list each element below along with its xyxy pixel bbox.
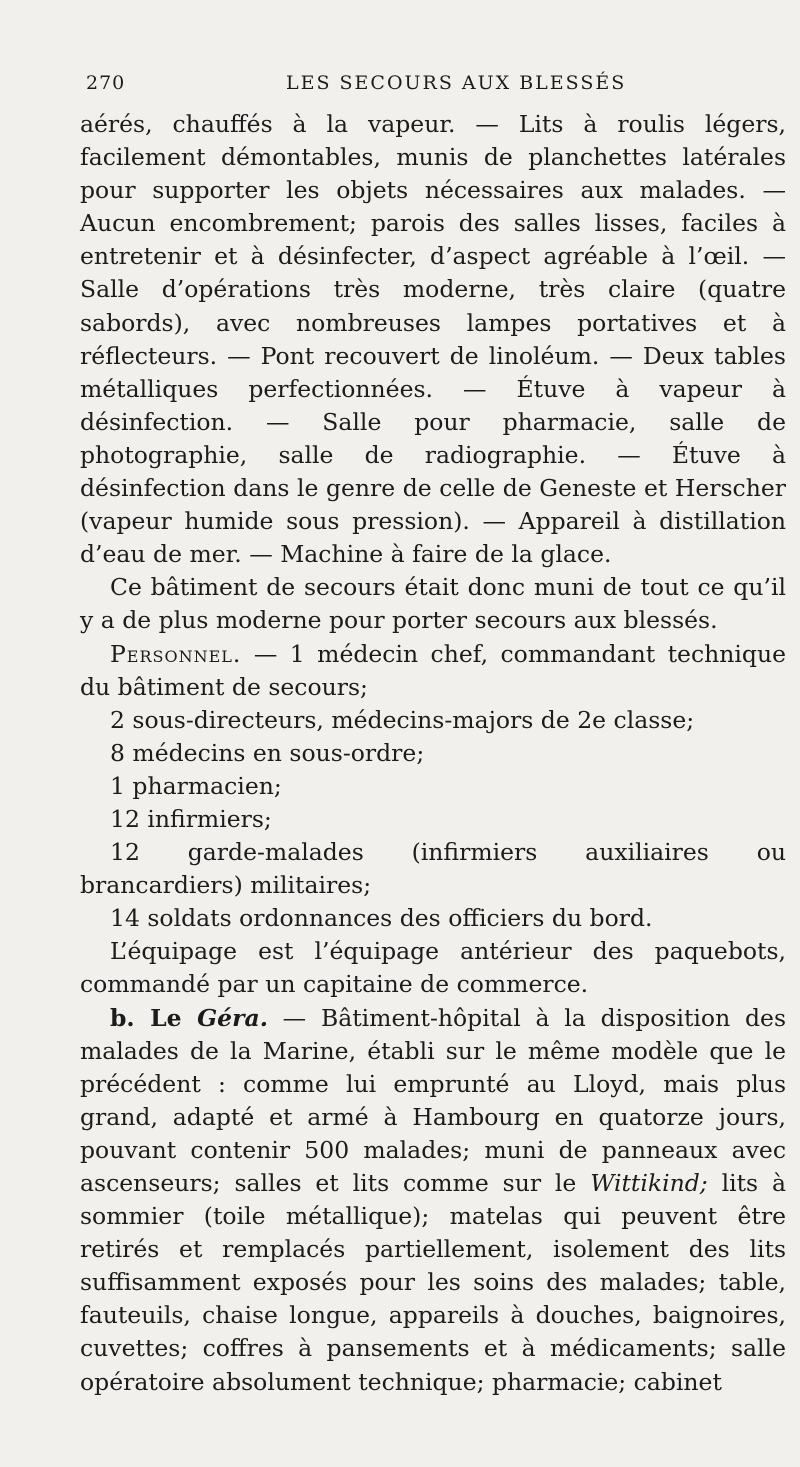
paragraph-equipment: aérés, chauffés à la vapeur. — Lits à roulis légers, facilement démontables, munis de planchettes latérales pour supporter les objets nécessaires aux malades. — Aucun encombrement; parois des salles lisses, faciles à entretenir et à désinfecter, d’aspect agréable à l’œil. — Salle d’opérations très moderne, très claire (quatre sabords), avec nombreuses lampes portatives et à réflecteurs. — Pont recouvert de linoléum. — Deux tables métalliques perfectionnées. — Étuve à vapeur à désinfection. — Salle pour pharmacie, salle de photographie, salle de radiographie. — Étuve à désinfection dans le genre de celle de Geneste et Herscher (vapeur humide sous pression). — Appareil à distillation d’eau de mer. — Machine à faire de la glace. [80,110,786,569]
paragraph-gera [80,1002,786,1399]
personnel-item: 12 garde-malades (infirmiers auxiliaires ou brancardiers) militaires; [80,838,786,900]
personnel-first-item: — 1 médecin chef, commandant technique du bâtiment de secours; [80,639,786,701]
ship-name-wittikind: Wittikind; [590,1169,708,1197]
gera-text-1: — Bâtiment-hôpital à la disposition des malades de la Marine, établi sur le même modèle que le précédent : comme lui emprunté au Lloyd, mais plus grand, adapté et armé à Hambourg en quatorze jours, pouvant contenir 500 malades; muni de panneaux avec ascenseurs; salles et lits comme sur le [80,1003,786,1197]
paragraph-crew: L’équipage est l’équipage antérieur des paquebots, commandé par un capitaine de commerce. [80,937,786,999]
gera-lead: b. Le [110,1003,198,1032]
personnel-item: 2 sous-directeurs, médecins-majors de 2e classe; [110,705,695,734]
paragraph-summary: Ce bâtiment de secours était donc muni de tout ce qu’il y a de plus moderne pour porter secours aux blessés. [80,573,786,635]
gera-text-2: lits à sommier (toile métallique); matelas qui peuvent être retirés et remplacés partiellement, isolement des lits suffisamment exposés pour les soins des malades; table, fauteuils, chaise longue, appareils à douches, baignoires, cuvettes; coffres à pansements et à médicaments; salle opératoire absolument technique; pharmacie; cabinet [80,1169,786,1396]
personnel-item: 12 infirmiers; [110,804,272,833]
personnel-label: Personnel. [110,639,242,668]
ship-name-gera: Géra. [197,1003,268,1032]
personnel-heading-line [80,638,786,704]
personnel-item: 1 pharmacien; [110,771,282,800]
page-number: 270 [86,72,126,94]
page-header [86,72,776,102]
personnel-item: 14 soldats ordonnances des officiers du bord. [110,904,653,933]
running-title: LES SECOURS AUX BLESSÉS [286,72,627,94]
body-text [80,108,786,1399]
personnel-item: 8 médecins en sous-ordre; [110,738,425,767]
